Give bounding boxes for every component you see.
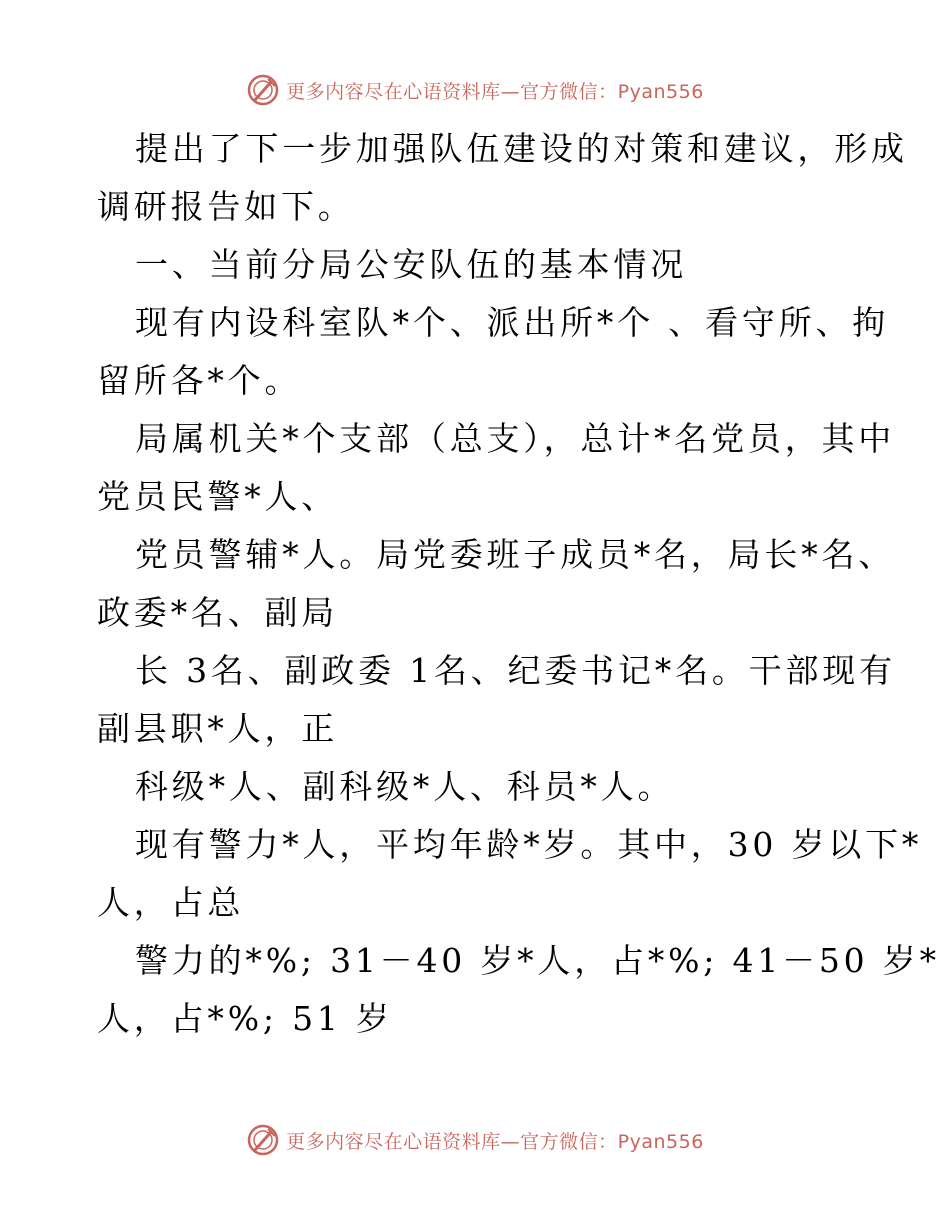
text-line: 现有内设科室队*个、派出所*个 、看守所、拘: [135, 303, 890, 342]
watermark-text: 更多内容尽在心语资料库—官方微信：Pyan556: [286, 80, 704, 103]
text-line: 调研报告如下。: [97, 187, 355, 226]
text-line: 党员警辅*人。局党委班子成员*名，局长*名、: [135, 535, 896, 574]
watermark-text: 更多内容尽在心语资料库—官方微信：Pyan556: [286, 1130, 704, 1153]
text-line: 现有警力*人，平均年龄*岁。其中，30 岁以下*: [135, 825, 923, 864]
text-line: 副县职*人，正: [97, 709, 339, 748]
pen-seal-logo-icon: [246, 1123, 280, 1157]
header-watermark: [0, 70, 950, 110]
pen-seal-logo-icon: [246, 73, 280, 107]
text-line: 长 3名、副政委 1名、纪委书记*名。干部现有: [135, 651, 896, 690]
text-line: 人，占总: [97, 883, 245, 922]
document-body: [97, 120, 940, 1048]
section-heading: 一、当前分局公安队伍的基本情况: [135, 245, 687, 284]
text-line: 政委*名、副局: [97, 593, 339, 632]
footer-watermark: [0, 1120, 950, 1160]
text-line: 党员民警*人、: [97, 477, 339, 516]
text-line: 科级*人、副科级*人、科员*人。: [135, 767, 675, 806]
text-line: 警力的*%; 31－40 岁*人，占*%; 41－50 岁*: [135, 941, 940, 980]
text-line: 人，占*%; 51 岁: [97, 999, 393, 1038]
text-line: 局属机关*个支部（总支），总计*名党员，其中: [135, 419, 896, 458]
text-line: 提出了下一步加强队伍建设的对策和建议，形成: [135, 129, 908, 168]
text-line: 留所各*个。: [97, 361, 302, 400]
